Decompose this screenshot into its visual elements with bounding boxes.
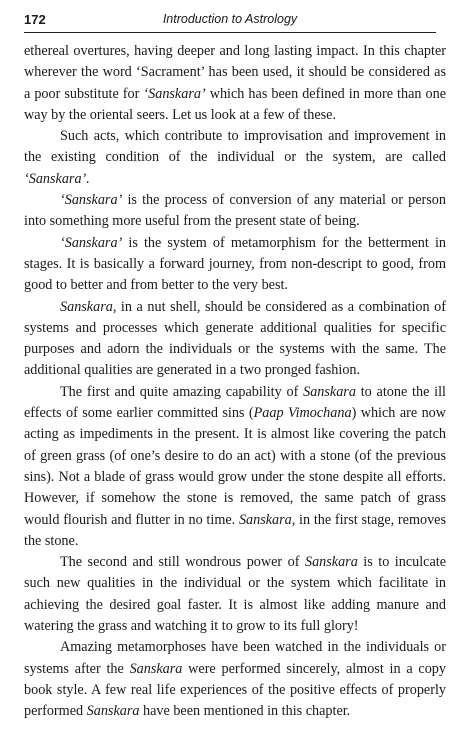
paragraph: [24, 233, 446, 297]
text-run: , in a nut shell, should be considered as a combination of systems and processes which generate additional qualities for specific purposes and adorn the individuals or the systems with the same. The additional qualities are generated in a two pronged fashion.: [24, 298, 446, 379]
italic-term: Paap Vimochana: [253, 405, 352, 422]
text-run: is to inculcate such new qualities in the individual or the system which facilitate in achieving the desired goal faster. It is almost like adding manure and watering the grass and watching it to grow to its full glory!: [24, 554, 447, 635]
italic-term: Sanskara: [304, 554, 358, 571]
italic-term: ‘Sanskara’: [60, 192, 123, 209]
paragraph: [24, 126, 446, 190]
italic-term: Sanskara: [129, 660, 183, 677]
page-header: [24, 8, 436, 33]
text-run: is the process of conversion of any material or person into something more useful from the present state of being.: [24, 192, 446, 230]
paragraph: [24, 190, 446, 233]
italic-term: Sanskara: [60, 298, 113, 315]
text-run: have been mentioned in this chapter.: [139, 703, 351, 720]
page-number: 172: [24, 12, 46, 27]
running-title: Introduction to Astrology: [162, 12, 298, 26]
text-run: were performed sincerely, almost in a copy book style. A few real life experiences of the positive effects of properly performed: [24, 660, 446, 720]
paragraph: [24, 297, 446, 382]
text-run: ) which are now acting as impediments in the present. It is almost like covering the patch of green grass (of one’s desire to do an act) with a stone (of the previous sins). Not a blade of grass would grow under the stone despite all efforts. However, if somehow the stone is removed, the same patch of grass would flourish and flutter in no time.: [24, 405, 447, 528]
italic-term: Sanskara: [303, 383, 356, 400]
text-run: The first and quite amazing capability of: [60, 383, 304, 400]
paragraph: [24, 41, 446, 126]
text-run: is the system of metamorphism for the betterment in stages. It is basically a forward journey, from non-descript to good, from good to better and from better to the very best.: [24, 234, 446, 294]
paragraph: [24, 637, 446, 722]
text-run: Such acts, which contribute to improvisation and improvement in the existing condition of the individual or the system, are called: [24, 128, 446, 166]
text-run: in the first stage, removes the stone.: [24, 511, 446, 549]
text-run: which has been defined in more than one way by the oriental seers. Let us look at a few of these.: [24, 85, 446, 123]
italic-term: ‘Sanskara’: [60, 234, 123, 251]
text-run: Amazing metamorphoses have been watched in the individuals or systems after the: [24, 639, 446, 677]
paragraph: [24, 552, 446, 637]
paragraph: [24, 382, 446, 552]
text-run: The second and still wondrous power of: [60, 554, 305, 571]
text-run: to atone the ill effects of some earlier committed sins (: [24, 383, 446, 422]
italic-term: Sanskara,: [238, 511, 296, 528]
italic-term: Sanskara: [86, 703, 140, 720]
italic-term: ‘Sanskara’: [143, 85, 206, 102]
text-run: ethereal overtures, having deeper and long lasting impact. In this chapter wherever the word ‘Sacrament’ has been used, it should be considered as a poor substitute for: [24, 43, 446, 102]
body-text: [24, 41, 446, 723]
italic-term: ‘Sanskara’.: [24, 170, 90, 187]
